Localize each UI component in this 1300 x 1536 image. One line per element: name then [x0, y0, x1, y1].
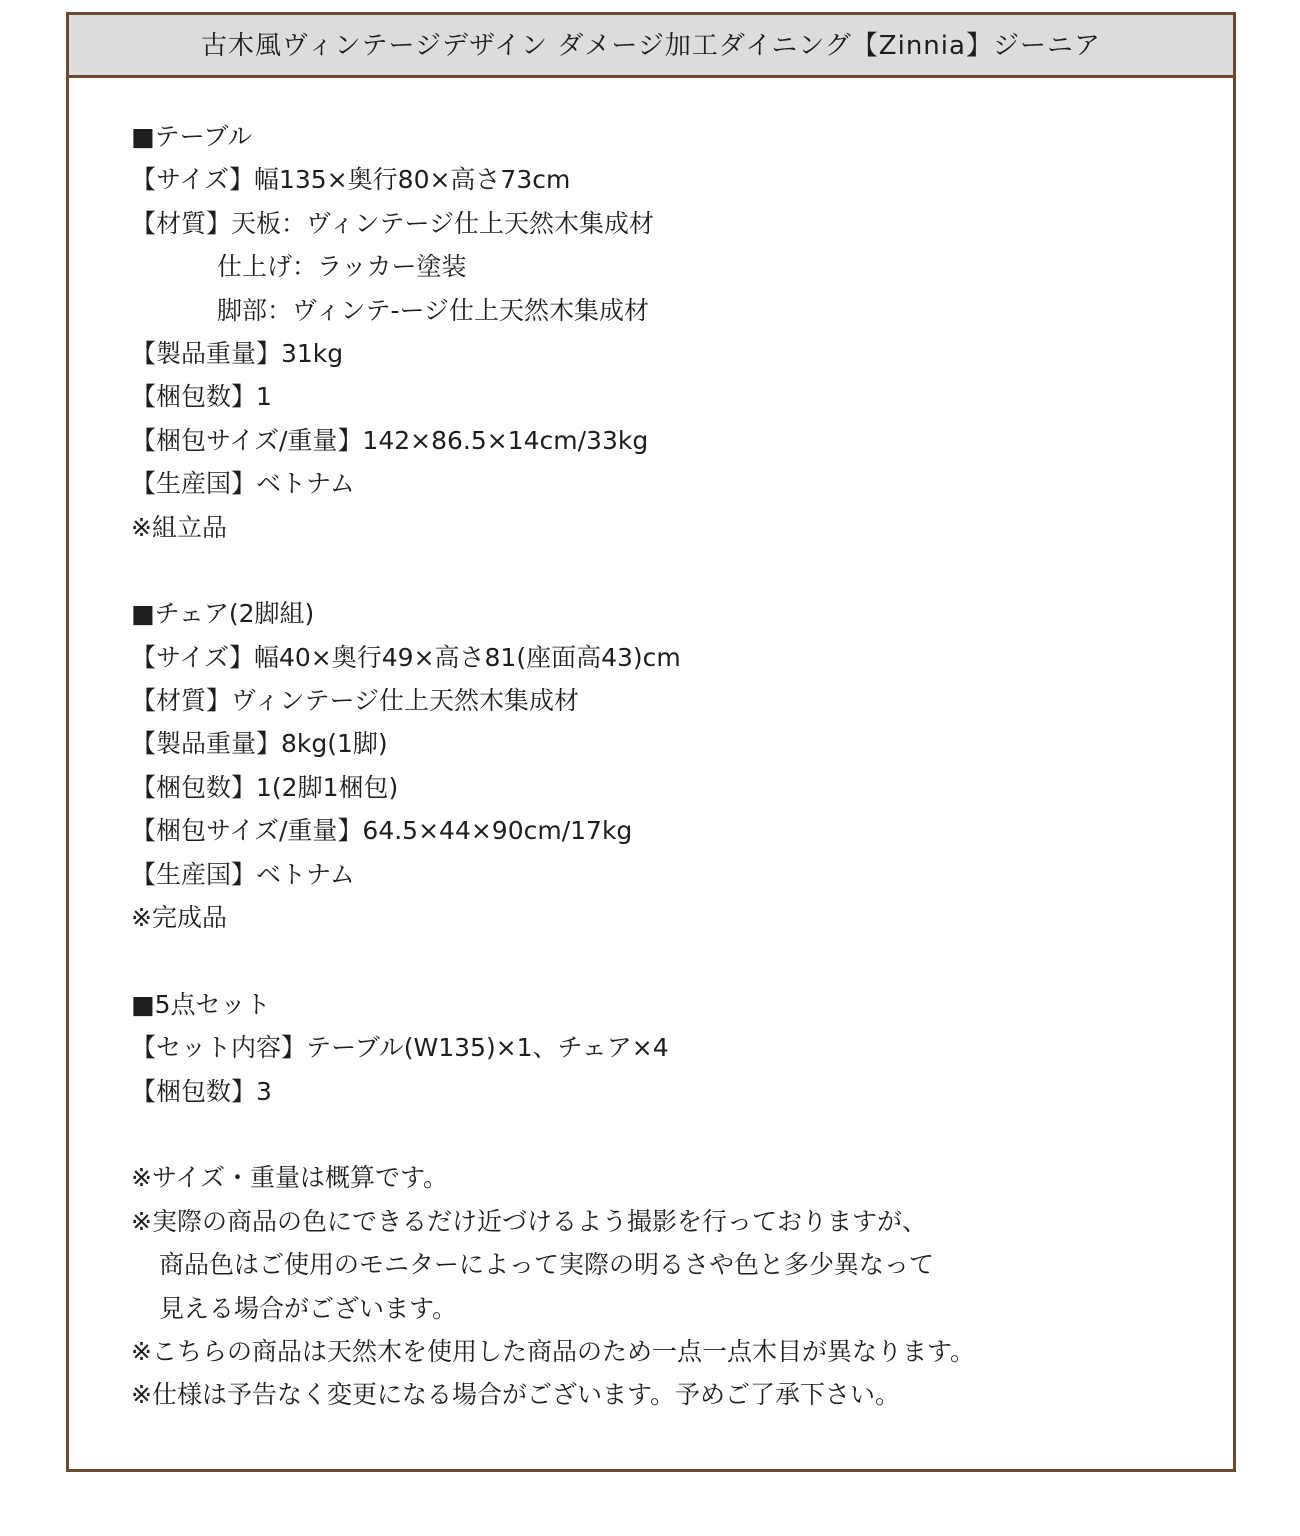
- chair-packages: 【梱包数】1(2脚1梱包): [131, 772, 399, 802]
- chair-weight: 【製品重量】8kg(1脚): [131, 729, 388, 759]
- section-gap: [131, 939, 1211, 982]
- table-section: [131, 115, 1211, 549]
- page-title: 古木風ヴィンテージデザイン ダメージ加工ダイニング【Zinnia】ジーニア: [69, 15, 1233, 78]
- chair-origin: 【生産国】ベトナム: [131, 859, 355, 889]
- note-color-1: ※実際の商品の色にできるだけ近づけるよう撮影を行っておりますが、: [131, 1206, 927, 1236]
- chair-note: ※完成品: [131, 903, 227, 933]
- table-packages: 【梱包数】1: [131, 382, 272, 412]
- note-approximate: ※サイズ・重量は概算です。: [131, 1163, 448, 1193]
- set-heading: ■5点セット: [131, 989, 271, 1019]
- table-size: 【サイズ】幅135×奥行80×高さ73cm: [131, 165, 571, 195]
- section-gap: [131, 549, 1211, 592]
- notes-section: [131, 1156, 1211, 1416]
- spec-content: [131, 115, 1211, 1417]
- note-natural-wood: ※こちらの商品は天然木を使用した商品のため一点一点木目が異なります。: [131, 1336, 975, 1366]
- table-origin: 【生産国】ベトナム: [131, 469, 355, 499]
- table-material-top: 【材質】天板：ヴィンテージ仕上天然木集成材: [131, 208, 655, 238]
- table-finish: 仕上げ：ラッカー塗装: [217, 252, 467, 282]
- table-heading: ■テーブル: [131, 122, 253, 151]
- chair-section: [131, 592, 1211, 939]
- section-gap: [131, 1113, 1211, 1156]
- set-contents: 【セット内容】テーブル(W135)×1、チェア×4: [131, 1033, 669, 1063]
- table-weight: 【製品重量】31kg: [131, 338, 344, 368]
- note-color-3: 見える場合がございます。: [159, 1293, 458, 1323]
- table-legs: 脚部：ヴィンテ-ージ仕上天然木集成材: [217, 295, 650, 325]
- table-note: ※組立品: [131, 512, 227, 542]
- chair-material: 【材質】ヴィンテージ仕上天然木集成材: [131, 686, 580, 716]
- chair-package-size: 【梱包サイズ/重量】64.5×44×90cm/17kg: [131, 816, 633, 846]
- chair-size: 【サイズ】幅40×奥行49×高さ81(座面高43)cm: [131, 642, 681, 672]
- set-packages: 【梱包数】3: [131, 1076, 272, 1106]
- spec-frame: [66, 12, 1236, 1472]
- table-package-size: 【梱包サイズ/重量】142×86.5×14cm/33kg: [131, 425, 649, 455]
- set-section: [131, 983, 1211, 1113]
- note-spec-change: ※仕様は予告なく変更になる場合がございます。予めご了承下さい。: [131, 1380, 900, 1410]
- chair-heading: ■チェア(2脚組): [131, 599, 315, 629]
- note-color-2: 商品色はご使用のモニターによって実際の明るさや色と多少異なって: [159, 1250, 935, 1280]
